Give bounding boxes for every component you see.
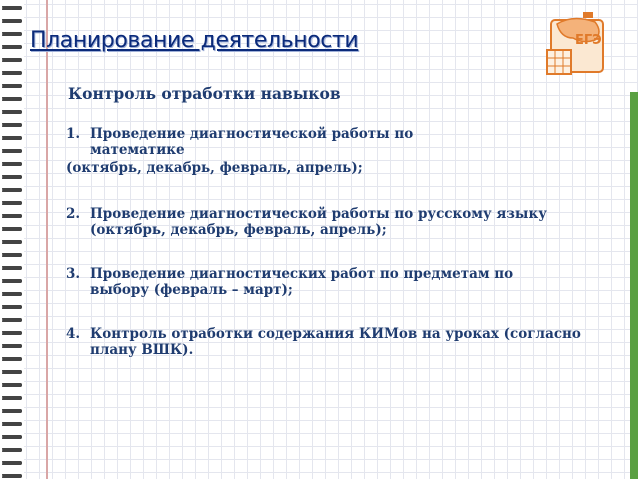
item-text: Проведение диагностических работ по предметам по выбору (февраль – март); [90,266,514,298]
spiral-coil [2,422,22,426]
spiral-coil [2,370,22,374]
spiral-coil [2,344,22,348]
spiral-coil [2,32,22,36]
spiral-coil [2,45,22,49]
spiral-coil [2,84,22,88]
spiral-coil [2,279,22,283]
spiral-coil [2,227,22,231]
spiral-coil [2,318,22,322]
spiral-coil [2,58,22,62]
spiral-coil [2,123,22,127]
item-number: 2. [66,206,81,222]
item-text: Проведение диагностической работы по русскому языку (октябрь, декабрь, февраль, апрель); [90,206,547,238]
spiral-coil [2,331,22,335]
spiral-coil [2,71,22,75]
spiral-coil [2,448,22,452]
spiral-coil [2,149,22,153]
spiral-coil [2,474,22,478]
item-extra: (октябрь, декабрь, февраль, апрель); [66,160,363,176]
spiral-coil [2,305,22,309]
spiral-coil [2,97,22,101]
spiral-coil [2,292,22,296]
spiral-coil [2,201,22,205]
list-item [66,206,586,238]
spiral-coil [2,253,22,257]
notebook-spiral [0,0,24,479]
spiral-coil [2,162,22,166]
accent-bar [630,92,638,479]
slide-subtitle: Контроль отработки навыков [68,84,341,103]
notebook-margin-line [46,0,48,479]
list-item [66,126,586,176]
item-text: Проведение диагностической работы по математике [90,126,414,158]
spiral-coil [2,435,22,439]
spiral-coil [2,266,22,270]
spiral-coil [2,396,22,400]
spiral-coil [2,175,22,179]
spiral-coil [2,188,22,192]
item-number: 1. [66,126,81,142]
spiral-coil [2,136,22,140]
spiral-coil [2,461,22,465]
spiral-coil [2,6,22,10]
spiral-coil [2,19,22,23]
item-number: 3. [66,266,81,282]
list-item [66,266,586,298]
spiral-coil [2,383,22,387]
item-number: 4. [66,326,81,342]
spiral-coil [2,409,22,413]
slide-title: Планирование деятельности [30,28,359,53]
spiral-coil [2,357,22,361]
item-text: Контроль отработки содержания КИМов на уроках (согласно плану ВШК). [90,326,581,358]
list-item [66,326,586,358]
spiral-coil [2,214,22,218]
spiral-coil [2,240,22,244]
logo-text: ЕГЭ [575,33,602,48]
spiral-coil [2,110,22,114]
ege-logo [543,10,609,78]
